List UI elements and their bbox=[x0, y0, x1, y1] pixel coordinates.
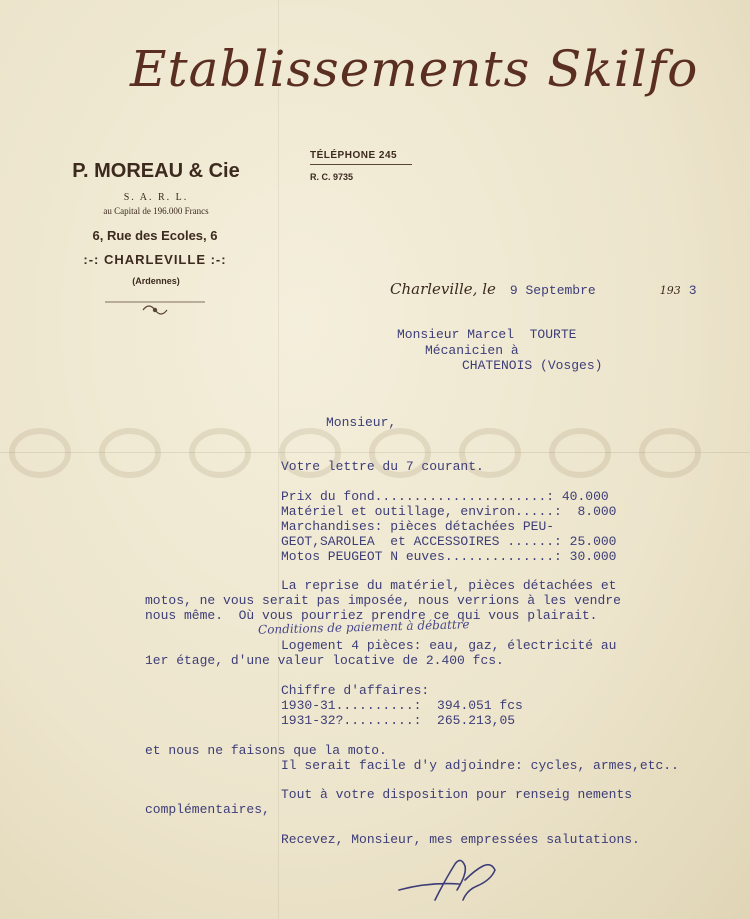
item-label: Marchandises: pièces détachées PEU- bbox=[281, 519, 555, 534]
telephone-number: TÉLÉPHONE 245 bbox=[310, 150, 398, 161]
company-capital: au Capital de 196.000 Francs bbox=[103, 206, 209, 216]
date-place: Charleville, le bbox=[390, 280, 496, 298]
ornament-icon bbox=[105, 296, 205, 318]
recipient-profession: Mécanicien à bbox=[425, 343, 519, 358]
item-value: 25.000 bbox=[569, 534, 617, 549]
item-row bbox=[281, 519, 554, 534]
handwritten-note: Conditions de paiement à débattre bbox=[257, 617, 470, 637]
item-label: Motos PEUGEOT N euves..............: bbox=[281, 549, 562, 564]
item-label: Prix du fond......................: bbox=[281, 489, 555, 504]
item-row bbox=[281, 504, 616, 519]
moto-line: et nous ne faisons que la moto. bbox=[145, 743, 387, 758]
company-city: :-: CHARLEVILLE :-: bbox=[83, 252, 227, 267]
item-value: 40.000 bbox=[561, 489, 609, 504]
date-year-digit: 3 bbox=[688, 283, 697, 298]
dateline bbox=[390, 280, 697, 299]
ca-title: Chiffre d'affaires: bbox=[281, 683, 430, 698]
reprise-line-1: La reprise du matériel, pièces détachées et bbox=[281, 578, 617, 593]
item-row bbox=[281, 549, 616, 564]
ca-value: 394.051 fcs bbox=[437, 698, 523, 713]
company-street: 6, Rue des Ecoles, 6 bbox=[92, 228, 218, 243]
closing-line: Recevez, Monsieur, mes empressées salutations. bbox=[281, 832, 640, 847]
ca-value: 265.213,05 bbox=[437, 713, 516, 728]
logement-line-1: Logement 4 pièces: eau, gaz, électricité au bbox=[281, 638, 617, 653]
item-label: Matériel et outillage, environ.....: bbox=[281, 504, 562, 519]
item-label: GEOT,SAROLEA et ACCESSOIRES ......: bbox=[281, 534, 562, 549]
ca-row bbox=[281, 713, 515, 728]
logement-line-2: 1er étage, d'une valeur locative de 2.400 fcs. bbox=[145, 653, 504, 668]
company-name: P. MOREAU & Cie bbox=[72, 160, 240, 182]
reprise-line-2: motos, ne vous serait pas imposée, nous verrions à les vendre bbox=[145, 593, 621, 608]
date-year-prefix: 193 bbox=[659, 284, 681, 297]
adjoindre-line: Il serait facile d'y adjoindre: cycles, armes,etc.. bbox=[281, 758, 679, 773]
date-day-month: 9 Septembre bbox=[509, 283, 596, 298]
disposition-line-2: complémentaires, bbox=[145, 802, 270, 817]
registry-number: R. C. 9735 bbox=[310, 172, 354, 182]
disposition-line-1: Tout à votre disposition pour renseig nements bbox=[281, 787, 633, 802]
legal-form: S. A. R. L. bbox=[123, 192, 189, 203]
brand-title: Etablissements Skilfo bbox=[130, 40, 699, 98]
item-value: 8.000 bbox=[569, 504, 617, 519]
company-department: (Ardennes) bbox=[132, 276, 180, 286]
ca-row bbox=[281, 698, 523, 713]
signature-icon bbox=[395, 850, 535, 910]
item-row bbox=[281, 489, 609, 504]
telephone-rule bbox=[310, 164, 412, 165]
recipient-town: CHATENOIS (Vosges) bbox=[462, 358, 603, 373]
item-value: 30.000 bbox=[569, 549, 617, 564]
salutation: Monsieur, bbox=[326, 415, 397, 430]
ca-year: 1930-31..........: bbox=[281, 698, 422, 713]
recipient-name: Monsieur Marcel TOURTE bbox=[397, 327, 577, 342]
reprise-line-3: nous même. Où vous pourriez prendre ce qui vous plairait. bbox=[145, 608, 598, 623]
item-row bbox=[281, 534, 616, 549]
ca-year: 1931-32?.........: bbox=[281, 713, 422, 728]
reference-line: Votre lettre du 7 courant. bbox=[281, 459, 484, 474]
